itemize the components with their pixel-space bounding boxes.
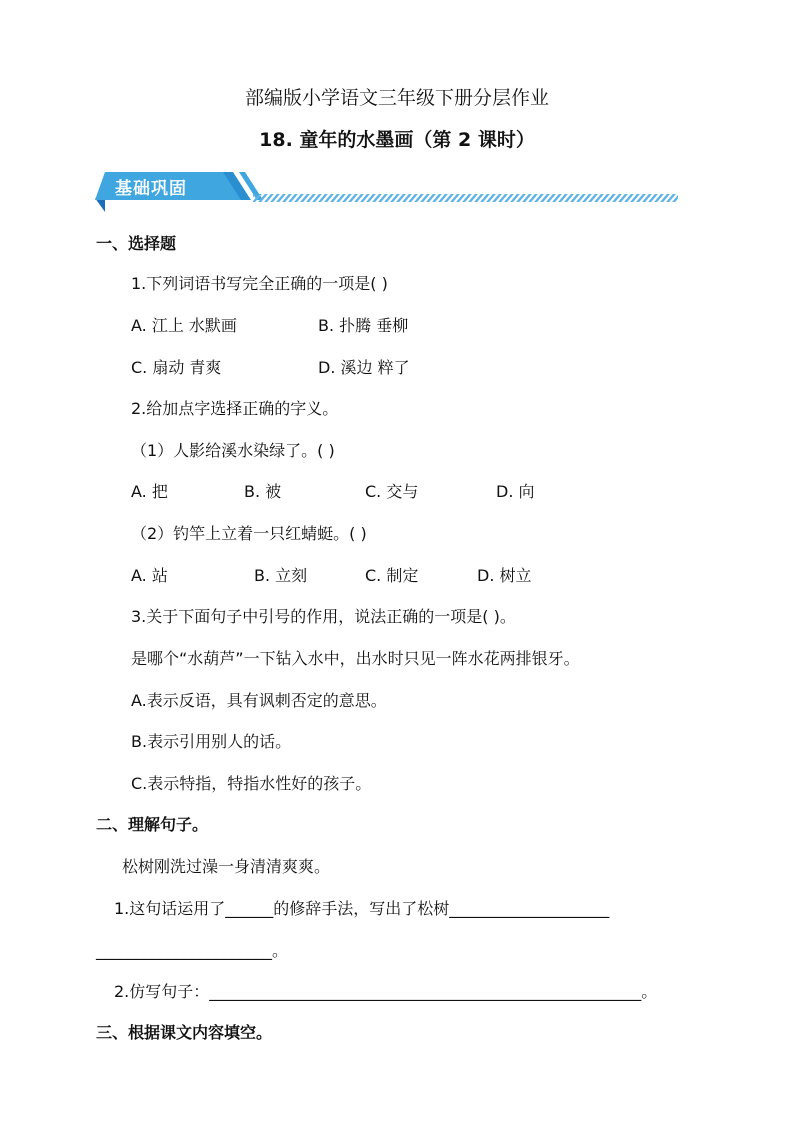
section-heading-choice: 一、选择题	[96, 234, 177, 253]
section-2-question-1-line-2: ______________________。	[96, 941, 289, 960]
document-subtitle: 部编版小学语文三年级下册分层作业	[244, 87, 549, 109]
question-1-option-c: C. 扇动 青爽	[131, 358, 222, 377]
document-title: 18. 童年的水墨画（第 2 课时）	[259, 129, 535, 151]
question-2-sub-2-option-d: D. 树立	[477, 566, 532, 585]
banner-label: 基础巩固	[115, 179, 187, 199]
question-3-option-b: B.表示引用别人的话。	[131, 732, 292, 751]
question-2-sub-2-option-c: C. 制定	[365, 566, 419, 585]
section-2-question-2: 2.仿写句子：______________________________________________________。	[114, 982, 658, 1001]
question-2-stem: 2.给加点字选择正确的字义。	[131, 399, 339, 418]
section-2-sentence: 松树刚洗过澡一身清清爽爽。	[122, 857, 331, 876]
question-2-sub-2-option-a: A. 站	[131, 566, 168, 585]
question-3-option-c: C.表示特指，特指水性好的孩子。	[131, 774, 372, 793]
question-2-sub-2-option-b: B. 立刻	[254, 566, 308, 585]
section-heading-fill-in: 三、根据课文内容填空。	[96, 1023, 273, 1042]
question-1-option-a: A. 江上 水默画	[131, 316, 237, 335]
section-heading-sentence: 二、理解句子。	[96, 815, 209, 834]
question-1-option-d: D. 溪边 粹了	[318, 358, 410, 377]
question-2-sub-1-option-b: B. 被	[244, 482, 282, 501]
question-2-sub-1-option-a: A. 把	[131, 482, 168, 501]
question-2-sub-1: （1）人影给溪水染绿了。( )	[131, 441, 335, 460]
question-2-sub-1-option-d: D. 向	[496, 482, 535, 501]
question-2-sub-2: （2）钓竿上立着一只红蜻蜓。( )	[131, 524, 367, 543]
question-1-stem: 1.下列词语书写完全正确的一项是( )	[131, 274, 388, 293]
question-2-sub-1-option-c: C. 交与	[365, 482, 419, 501]
question-3-option-a: A.表示反语，具有讽刺否定的意思。	[131, 691, 387, 710]
question-3-quote: 是哪个“水葫芦”一下钻入水中，出水时只见一阵水花两排银牙。	[131, 649, 580, 668]
section-2-question-1-line-1: 1.这句话运用了______的修辞手法，写出了松树____________________	[114, 899, 610, 918]
question-3-stem: 3.关于下面句子中引号的作用，说法正确的一项是( )。	[131, 607, 516, 626]
section-banner	[93, 170, 683, 212]
question-1-option-b: B. 扑腾 垂柳	[318, 316, 409, 335]
